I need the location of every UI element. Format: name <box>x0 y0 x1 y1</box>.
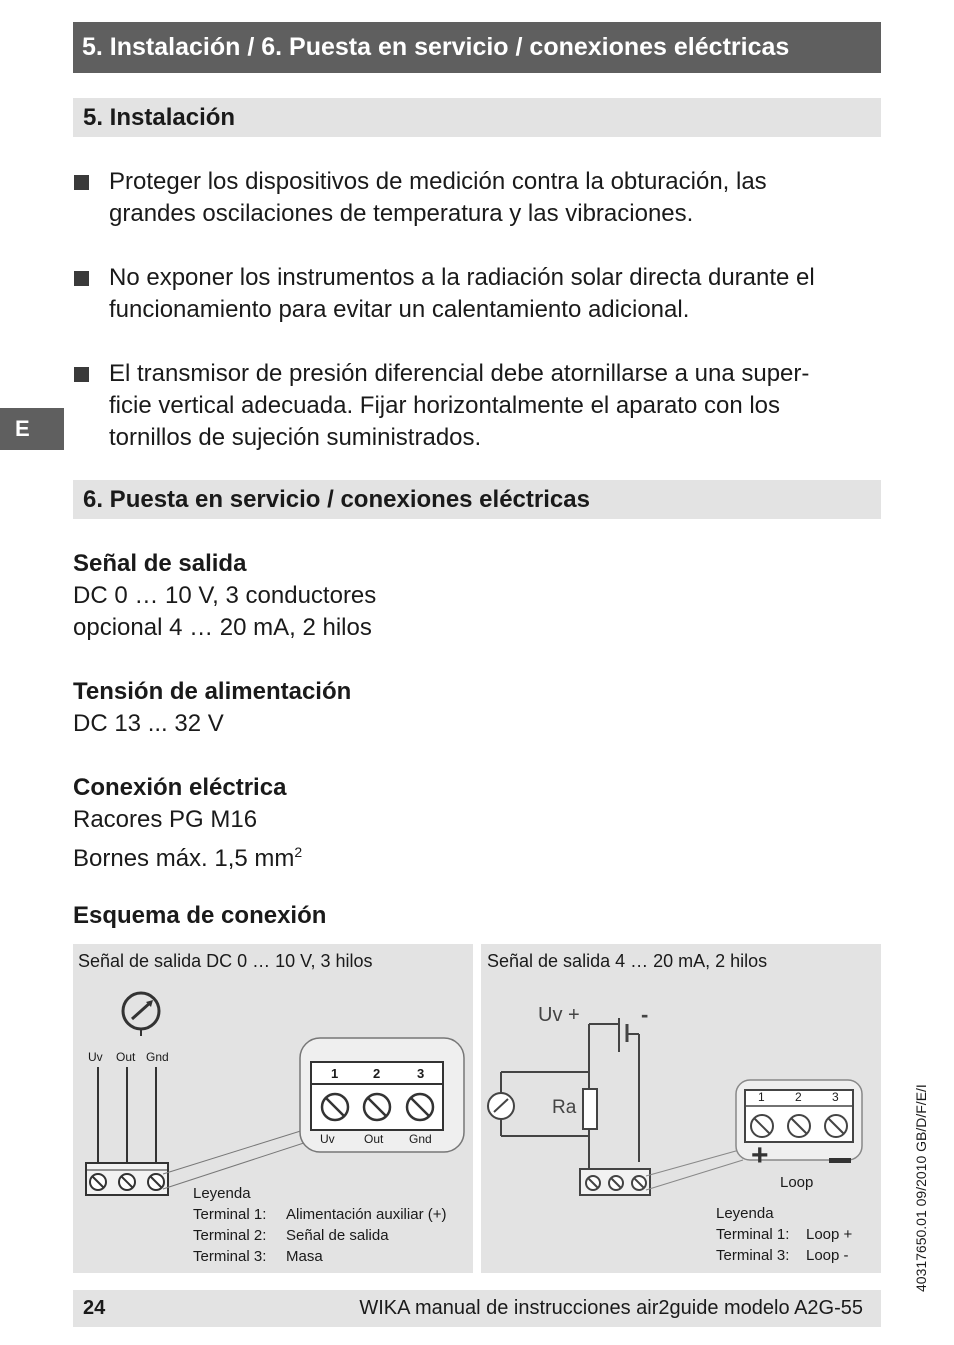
bullet-square-icon <box>74 271 89 286</box>
ra-label: Ra <box>552 1097 577 1118</box>
supply-line-1: DC 13 ... 32 V <box>73 710 224 737</box>
terminal-number-2: 2 <box>373 1066 381 1081</box>
legend-left: Leyenda Terminal 1: Alimentación auxiliar (+) Terminal 2: Señal de salida Terminal 3: Masa <box>193 1185 447 1265</box>
page-number: 24 <box>83 1297 106 1319</box>
minus-label: - <box>641 1002 649 1027</box>
wire-label-out: Out <box>116 1050 136 1064</box>
section-6-heading: 6. Puesta en servicio / conexiones eléctricas <box>73 480 881 519</box>
diagram-right-title: Señal de salida 4 … 20 mA, 2 hilos <box>487 951 768 971</box>
electrical-heading: Conexión eléctrica <box>73 774 287 801</box>
diagram-right-panel <box>481 944 881 1273</box>
terminal-label-uv: Uv <box>320 1132 335 1146</box>
output-line-2: opcional 4 … 20 mA, 2 hilos <box>73 614 372 641</box>
terminal-number-3: 3 <box>832 1090 839 1104</box>
supply-heading: Tensión de alimentación <box>73 678 352 705</box>
uv-label: Uv + <box>538 1004 580 1026</box>
diagram-left-panel <box>73 944 473 1273</box>
bullet-2: No exponer los instrumentos a la radiación solar directa durante el funcionamiento para evitar un calentamiento adicional. <box>109 264 815 323</box>
terminal-label-gnd: Gnd <box>409 1132 432 1146</box>
output-line-1: DC 0 … 10 V, 3 conductores <box>73 582 377 609</box>
section-5-heading: 5. Instalación <box>73 98 881 137</box>
footer <box>73 1290 881 1327</box>
output-heading: Señal de salida <box>73 550 247 577</box>
terminal-number-1: 1 <box>758 1090 765 1104</box>
electrical-line-1: Racores PG M16 <box>73 806 258 833</box>
loop-label: Loop <box>780 1174 814 1191</box>
plus-icon: + <box>751 1139 769 1172</box>
bullet-1: Proteger los dispositivos de medición contra la obturación, las grandes oscilaciones de temperatura y las vibraciones. <box>109 168 767 227</box>
language-tab: E <box>0 408 64 450</box>
electrical-line-2: Bornes máx. 1,5 $mm^2$ <box>73 844 303 872</box>
manual-title: WIKA manual de instrucciones air2guide modelo A2G-55 <box>359 1297 863 1319</box>
page-title: 5. Instalación / 6. Puesta en servicio / conexiones eléctricas <box>73 22 881 73</box>
scheme-heading: Esquema de conexión <box>73 902 327 929</box>
terminal-number-1: 1 <box>331 1066 339 1081</box>
bullet-square-icon <box>74 367 89 382</box>
diagram-left-title: Señal de salida DC 0 … 10 V, 3 hilos <box>78 951 373 971</box>
minus-icon <box>829 1158 851 1163</box>
terminal-number-3: 3 <box>417 1066 425 1081</box>
terminal-label-out: Out <box>364 1132 384 1146</box>
document-code: 40317650.01 09/2010 GB/D/F/E/I <box>913 1084 929 1292</box>
legend-right: Leyenda Terminal 1: Loop + Terminal 3: Loop - <box>716 1205 853 1264</box>
terminal-number-2: 2 <box>795 1090 802 1104</box>
wire-label-uv: Uv <box>88 1050 103 1064</box>
bullet-square-icon <box>74 175 89 190</box>
bullet-3: El transmisor de presión diferencial debe atornillarse a una super- ficie vertical adecuada. Fijar horizontalmente el aparato con los tornillos de sujeción suministrados. <box>109 360 810 451</box>
wire-label-gnd: Gnd <box>146 1050 169 1064</box>
